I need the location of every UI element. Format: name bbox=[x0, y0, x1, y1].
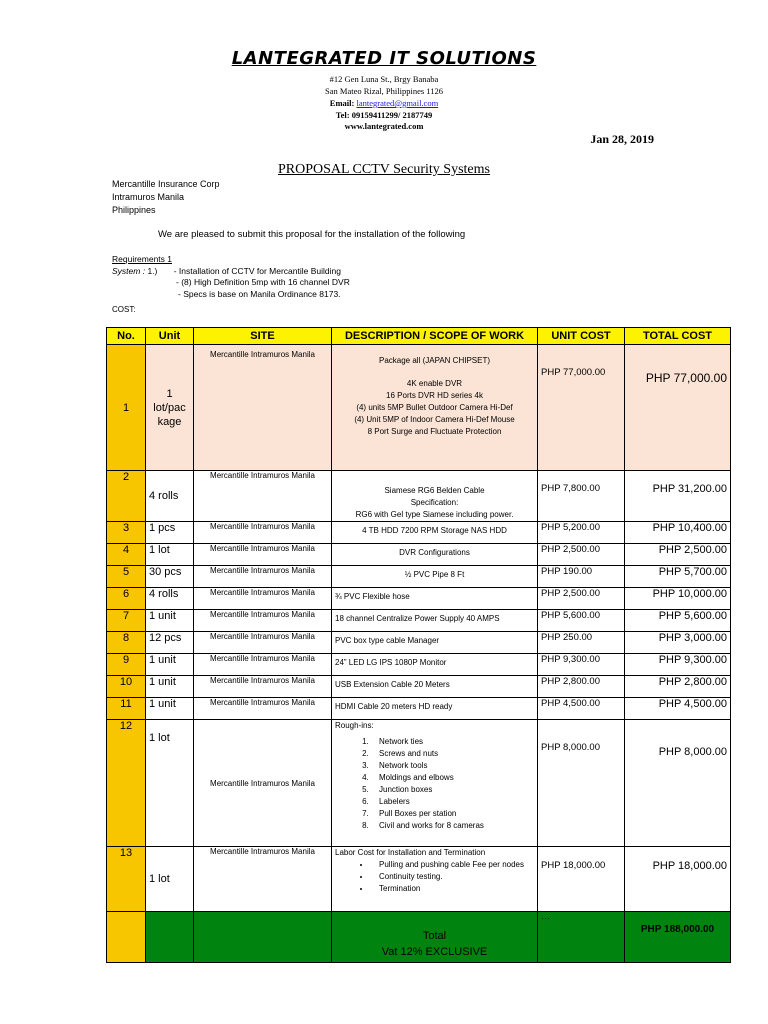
row-total-cost: PHP 5,700.00 bbox=[625, 566, 731, 588]
row-description: ¾ PVC Flexible hose bbox=[332, 588, 538, 610]
row-total-cost: PHP 8,000.00 bbox=[625, 720, 731, 847]
header-total-cost: TOTAL COST bbox=[625, 328, 731, 345]
table-row bbox=[107, 698, 731, 720]
row-site: Mercantille Intramuros Manila bbox=[194, 847, 332, 912]
labor-list bbox=[335, 859, 534, 895]
list-item: 6. Labelers bbox=[371, 796, 534, 808]
list-item: 7. Pull Boxes per station bbox=[371, 808, 534, 820]
email-link[interactable]: lantegrated@gmail.com bbox=[356, 98, 439, 108]
desc-line: 16 Ports DVR HD series 4k bbox=[386, 391, 483, 400]
list-item: 8. Civil and works for 8 cameras bbox=[371, 820, 534, 832]
row-unit: 4 rolls bbox=[146, 471, 194, 522]
list-item: • Pulling and pushing cable Fee per nodes bbox=[371, 859, 534, 871]
row-site: Mercantille Intramuros Manila bbox=[194, 471, 332, 522]
row-unit-cost: PHP 190.00 bbox=[538, 566, 625, 588]
total-label-line2: Vat 12% EXCLUSIVE bbox=[381, 946, 488, 958]
list-item: 3. Network tools bbox=[371, 760, 534, 772]
system-number: 1.) bbox=[147, 265, 158, 276]
desc-title: Rough-ins: bbox=[335, 721, 374, 730]
company-name: LANTEGRATED IT SOLUTIONS bbox=[231, 48, 537, 69]
table-header-row bbox=[107, 328, 731, 345]
client-line1: Mercantille Insurance Corp bbox=[112, 179, 220, 189]
table-row bbox=[107, 345, 731, 471]
row-site: Mercantille Intramuros Manila bbox=[194, 720, 332, 847]
client-line3: Philippines bbox=[112, 205, 156, 215]
list-item: 1. Network ties bbox=[371, 736, 534, 748]
total-label-line1: Total bbox=[422, 930, 447, 942]
client-address bbox=[112, 178, 220, 217]
row-unit: 1 unit bbox=[146, 698, 194, 720]
table-row bbox=[107, 544, 731, 566]
list-item: 2. Screws and nuts bbox=[371, 748, 534, 760]
row-unit-cost: PHP 9,300.00 bbox=[538, 654, 625, 676]
table-row bbox=[107, 676, 731, 698]
requirements-block bbox=[112, 254, 350, 300]
row-number: 3 bbox=[107, 522, 146, 544]
client-line2: Intramuros Manila bbox=[112, 192, 185, 202]
row-site: Mercantille Intramuros Manila bbox=[194, 654, 332, 676]
list-item: • Continuity testing. bbox=[371, 871, 534, 883]
row-unit: 1 pcs bbox=[146, 522, 194, 544]
total-row-site bbox=[194, 912, 332, 963]
row-unit-cost: PHP 250.00 bbox=[538, 632, 625, 654]
row-site: Mercantille Intramuros Manila bbox=[194, 588, 332, 610]
header-no: No. bbox=[107, 328, 146, 345]
simple-rows bbox=[107, 522, 731, 720]
row-description bbox=[332, 471, 538, 522]
row-unit-cost: PHP 2,500.00 bbox=[538, 588, 625, 610]
desc-line: (4) Unit 5MP of Indoor Camera Hi-Def Mouse bbox=[354, 415, 515, 424]
header-unit-cost: UNIT COST bbox=[538, 328, 625, 345]
header-description: DESCRIPTION / SCOPE OF WORK bbox=[332, 328, 538, 345]
total-row bbox=[107, 912, 731, 963]
proposal-date: Jan 28, 2019 bbox=[590, 132, 654, 146]
row-description: 24” LED LG IPS 1080P Monitor bbox=[332, 654, 538, 676]
row-number: 6 bbox=[107, 588, 146, 610]
desc-title: Labor Cost for Installation and Termination bbox=[335, 848, 486, 857]
table-row bbox=[107, 566, 731, 588]
proposal-title: PROPOSAL CCTV Security Systems bbox=[278, 162, 490, 177]
requirement-text1: - Installation of CCTV for Mercantile Building bbox=[173, 265, 341, 276]
table-row bbox=[107, 610, 731, 632]
desc-line: Specification: bbox=[410, 498, 459, 507]
requirement-line3: - Specs is base on Manila Ordinance 8173. bbox=[178, 288, 341, 299]
table-row bbox=[107, 522, 731, 544]
row-description: HDMI Cable 20 meters HD ready bbox=[332, 698, 538, 720]
desc-line: 8 Port Surge and Fluctuate Protection bbox=[367, 427, 502, 436]
row-description: DVR Configurations bbox=[332, 544, 538, 566]
row-site: Mercantille Intramuros Manila bbox=[194, 345, 332, 471]
row-site: Mercantille Intramuros Manila bbox=[194, 676, 332, 698]
row-unit: 1 lot bbox=[146, 847, 194, 912]
email-label: Email: bbox=[329, 98, 355, 108]
requirement-line2: - (8) High Definition 5mp with 16 channel DVR bbox=[176, 277, 350, 287]
row-unit: 1 unit bbox=[146, 654, 194, 676]
row-description: 18 channel Centralize Power Supply 40 AMPS bbox=[332, 610, 538, 632]
table-row bbox=[107, 471, 731, 522]
system-label: System : bbox=[112, 265, 146, 276]
row-unit: 12 pcs bbox=[146, 632, 194, 654]
row-description: ½ PVC Pipe 8 Ft bbox=[332, 566, 538, 588]
row-unit: 30 pcs bbox=[146, 566, 194, 588]
row-total-cost: PHP 4,500.00 bbox=[625, 698, 731, 720]
row-description: 4 TB HDD 7200 RPM Storage NAS HDD bbox=[332, 522, 538, 544]
requirement-line1 bbox=[112, 266, 350, 278]
list-item: • Termination bbox=[371, 883, 534, 895]
row-site: Mercantille Intramuros Manila bbox=[194, 522, 332, 544]
list-item: 4. Moldings and elbows bbox=[371, 772, 534, 784]
cost-table bbox=[106, 327, 731, 963]
total-row-unit bbox=[146, 912, 194, 963]
row-unit: 1 lot/pac kage bbox=[146, 345, 194, 471]
header-site: SITE bbox=[194, 328, 332, 345]
row-unit-cost: PHP 8,000.00 bbox=[538, 720, 625, 847]
row-number: 5 bbox=[107, 566, 146, 588]
company-email-line bbox=[0, 98, 768, 109]
row-number: 4 bbox=[107, 544, 146, 566]
row-total-cost: PHP 18,000.00 bbox=[625, 847, 731, 912]
desc-line: Package all (JAPAN CHIPSET) bbox=[379, 356, 490, 365]
row-unit: 1 lot bbox=[146, 720, 194, 847]
row-site: Mercantille Intramuros Manila bbox=[194, 698, 332, 720]
company-address-line1: #12 Gen Luna St., Brgy Banaba bbox=[329, 74, 439, 84]
row-site: Mercantille Intramuros Manila bbox=[194, 610, 332, 632]
desc-line: Siamese RG6 Belden Cable bbox=[384, 486, 485, 495]
total-unit-cost: … bbox=[538, 912, 625, 963]
table-row bbox=[107, 720, 731, 847]
row-site: Mercantille Intramuros Manila bbox=[194, 544, 332, 566]
row-unit: 1 unit bbox=[146, 676, 194, 698]
row-total-cost: PHP 10,000.00 bbox=[625, 588, 731, 610]
row-unit: 1 unit bbox=[146, 610, 194, 632]
row-description: USB Extension Cable 20 Meters bbox=[332, 676, 538, 698]
desc-line: 4K enable DVR bbox=[406, 379, 463, 388]
row-total-cost: PHP 5,600.00 bbox=[625, 610, 731, 632]
roughins-list bbox=[335, 736, 534, 832]
row-number: 11 bbox=[107, 698, 146, 720]
row-total-cost: PHP 10,400.00 bbox=[625, 522, 731, 544]
grand-total: PHP 188,000.00 bbox=[625, 912, 731, 963]
row-site: Mercantille Intramuros Manila bbox=[194, 566, 332, 588]
row-unit-cost: PHP 2,500.00 bbox=[538, 544, 625, 566]
row-total-cost: PHP 2,800.00 bbox=[625, 676, 731, 698]
company-address-line2: San Mateo Rizal, Philippines 1126 bbox=[325, 86, 443, 96]
row-unit: 1 lot bbox=[146, 544, 194, 566]
requirements-title: Requirements 1 bbox=[112, 254, 173, 264]
row-description bbox=[332, 847, 538, 912]
row-unit: 4 rolls bbox=[146, 588, 194, 610]
row-unit-cost: PHP 5,600.00 bbox=[538, 610, 625, 632]
table-row bbox=[107, 588, 731, 610]
row-description: PVC box type cable Manager bbox=[332, 632, 538, 654]
row-unit-cost: PHP 2,800.00 bbox=[538, 676, 625, 698]
desc-line: (4) units 5MP Bullet Outdoor Camera Hi-Def bbox=[356, 403, 513, 412]
company-website: www.lantegrated.com bbox=[344, 121, 424, 131]
row-unit-cost: PHP 4,500.00 bbox=[538, 698, 625, 720]
row-number: 2 bbox=[107, 471, 146, 522]
table-row bbox=[107, 632, 731, 654]
row-number: 10 bbox=[107, 676, 146, 698]
desc-line: RG6 with Gel type Siamese including power. bbox=[355, 510, 514, 519]
row-number: 1 bbox=[107, 345, 146, 471]
row-total-cost: PHP 31,200.00 bbox=[625, 471, 731, 522]
list-item: 5. Junction boxes bbox=[371, 784, 534, 796]
row-total-cost: PHP 2,500.00 bbox=[625, 544, 731, 566]
row-description bbox=[332, 720, 538, 847]
cost-label: COST: bbox=[112, 305, 136, 314]
row-number: 8 bbox=[107, 632, 146, 654]
row-total-cost: PHP 9,300.00 bbox=[625, 654, 731, 676]
table-row bbox=[107, 654, 731, 676]
row-unit-cost: PHP 5,200.00 bbox=[538, 522, 625, 544]
row-number: 9 bbox=[107, 654, 146, 676]
row-number: 7 bbox=[107, 610, 146, 632]
row-site: Mercantille Intramuros Manila bbox=[194, 632, 332, 654]
header-unit: Unit bbox=[146, 328, 194, 345]
row-unit-cost: PHP 7,800.00 bbox=[538, 471, 625, 522]
row-total-cost: PHP 3,000.00 bbox=[625, 632, 731, 654]
table-row bbox=[107, 847, 731, 912]
total-row-number bbox=[107, 912, 146, 963]
row-unit-cost: PHP 77,000.00 bbox=[538, 345, 625, 471]
row-description bbox=[332, 345, 538, 471]
company-tel: Tel: 09159411299/ 2187749 bbox=[335, 110, 433, 120]
total-label bbox=[332, 912, 538, 963]
row-number: 13 bbox=[107, 847, 146, 912]
row-unit-cost: PHP 18,000.00 bbox=[538, 847, 625, 912]
row-number: 12 bbox=[107, 720, 146, 847]
intro-text: We are pleased to submit this proposal for the installation of the following bbox=[158, 229, 466, 240]
row-total-cost: PHP 77,000.00 bbox=[625, 345, 731, 471]
